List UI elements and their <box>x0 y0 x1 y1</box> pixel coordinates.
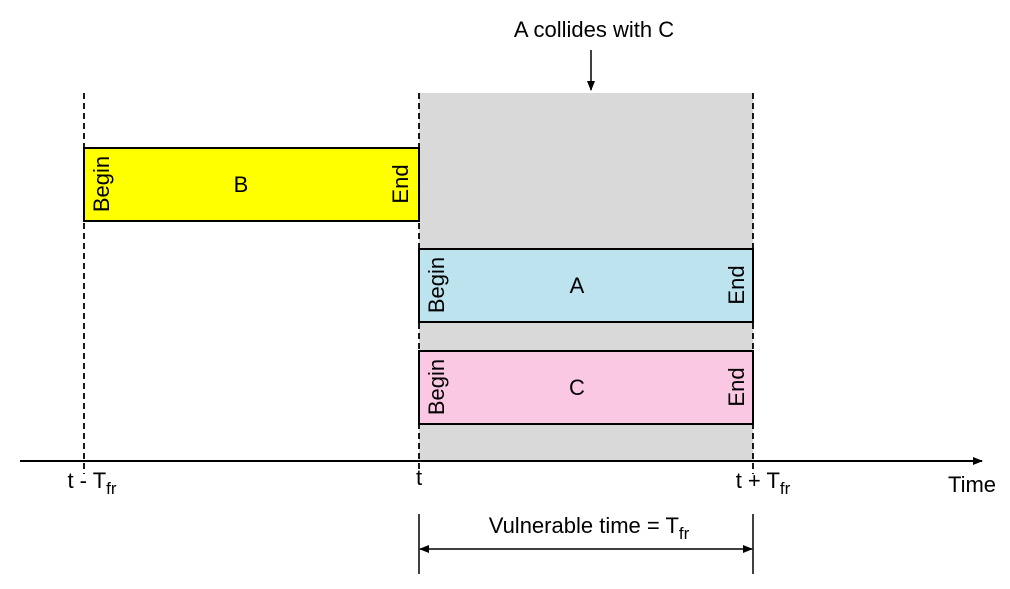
tick-label-t-base: t <box>415 465 423 490</box>
tick-label-t-plus-tfr-sub: fr <box>779 479 791 498</box>
tick-label-t-plus-tfr-base: t + T <box>735 468 780 493</box>
frame-a <box>419 249 753 322</box>
frame-c <box>419 351 753 424</box>
frame-b-box <box>84 148 419 221</box>
tick-label-t-minus-tfr <box>67 468 116 498</box>
frame-b <box>84 148 419 221</box>
frame-a-end-label: End <box>724 265 749 305</box>
frame-c-end-label: End <box>724 367 749 407</box>
frame-a-label: A <box>569 273 585 298</box>
frame-c-box <box>419 351 753 424</box>
frame-a-begin-label: Begin <box>424 256 449 314</box>
frame-b-begin-label: Begin <box>89 155 114 213</box>
collision-annotation: A collides with C <box>513 17 675 42</box>
frame-b-label: B <box>233 172 249 197</box>
frame-b-end-label: End <box>388 164 413 204</box>
frame-c-label: C <box>569 375 585 400</box>
vulnerable-time-label <box>489 513 690 543</box>
tick-label-t-plus-tfr <box>736 468 791 498</box>
tick-label-t-minus-tfr-sub: fr <box>106 479 117 498</box>
time-axis-label: Time <box>947 472 997 497</box>
frame-c-begin-label: Begin <box>424 358 449 416</box>
tick-label-t <box>416 465 422 490</box>
vulnerable-time-label-base: Vulnerable time = T <box>488 513 679 538</box>
tick-label-t-minus-tfr-base: t - T <box>67 468 107 493</box>
frame-a-box <box>419 249 753 322</box>
vulnerable-time-label-sub: fr <box>678 524 690 543</box>
